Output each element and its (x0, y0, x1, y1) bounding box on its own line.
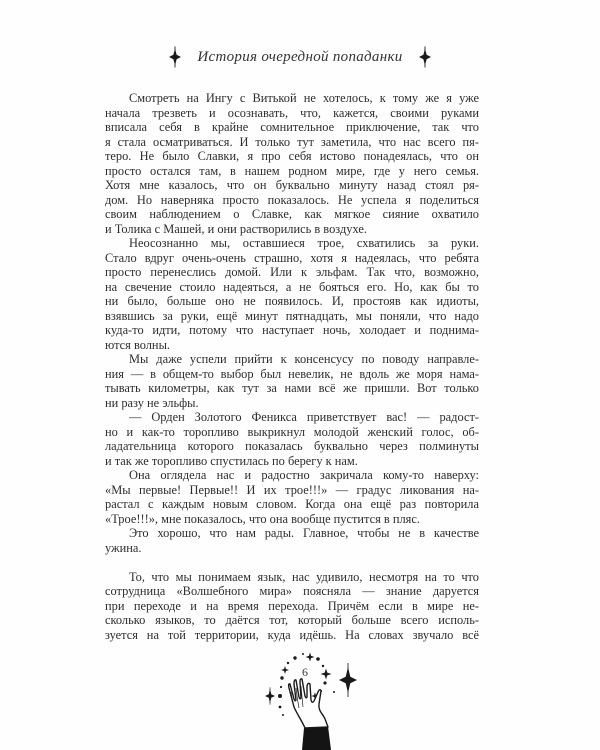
page-body (105, 91, 479, 642)
paragraph (105, 570, 479, 643)
text-line: теро. Не было Славки, я про себя истово понадеялась, что он (105, 149, 479, 163)
text-line: «Трое!!!», мне показалось, что она вообще пустится в пляс. (105, 511, 420, 526)
header-ornament-left-icon (167, 46, 183, 68)
chapter-header (0, 46, 600, 68)
chapter-title: История очередной попаданки (197, 48, 403, 65)
text-line: ются волны. (105, 337, 170, 352)
text-line: То, что мы понимаем язык, нас удивило, несмотря на то что (129, 569, 479, 584)
text-line: просто остался там, в нашем родном мире, где у него семья. (105, 163, 479, 178)
header-ornament-right-icon (417, 46, 433, 68)
text-line: я стала осматриваться. И только тут заметила, что нас всего пя- (105, 134, 479, 149)
text-line: вписала себя в крайне сомнительное приключение, так что (105, 120, 479, 134)
text-line: ния — в общем-то выбор был невелик, не вдоль же моря нама- (105, 366, 479, 381)
text-line: Мы даже успели прийти к консенсусу по поводу направле- (129, 352, 479, 366)
text-line: ни разу не эльфы. (105, 395, 199, 410)
text-line: при переходе и на время перехода. Причём если в мире не- (105, 598, 479, 613)
text-line: и Толика с Машей, и они растворились в воздухе. (105, 221, 367, 236)
text-line: просто перенеслись домой. Или к эльфам. Так что, возможно, (105, 265, 479, 279)
text-line: Неосознанно мы, оставшиеся трое, схватились за руки. (129, 236, 479, 250)
text-line: дом. Но наверняка просто показалось. Не успела я поделиться (105, 192, 479, 207)
text-line: тывать километры, как тут за нами всё же пришли. Вот только (105, 381, 479, 395)
text-line: куда-то идти, потому что наступает ночь, холодает и поднима- (105, 323, 479, 337)
paragraph (105, 410, 479, 468)
text-line: Хотя мне казалось, что он буквально минуту назад стоял ря- (105, 178, 479, 192)
text-line: сколько языков, то даётся тот, который больше всего исполь- (105, 613, 479, 627)
text-line: но и как-то торопливо выкрикнул молодой женский голос, об- (105, 424, 479, 439)
page-number: 6 (302, 665, 308, 679)
text-line: Это хорошо, что нам рады. Главное, чтобы не в качестве (129, 526, 479, 540)
text-line: ладательница которого показалась буквально через полминуты (105, 439, 479, 453)
text-line: — Орден Золотого Феникса приветствует вас! — радост- (129, 410, 479, 424)
hand-icon (289, 679, 331, 750)
text-line: Смотреть на Ингу с Витькой не хотелось, к тому же я уже (129, 91, 479, 105)
text-line: растал с каждым новым словом. Когда она ещё раз повторила (105, 497, 479, 511)
paragraph (105, 352, 479, 410)
paragraph (105, 526, 479, 555)
text-line: своим наблюдением о Славке, как мягкое сияние охватило (105, 207, 479, 221)
text-line: «Мы первые! Первые!! И их трое!!!» — градус ликования на- (105, 482, 479, 497)
paragraph (105, 91, 479, 236)
footer-star-left-icon (265, 687, 275, 705)
footer-star-right-icon (339, 663, 357, 697)
text-line: начала трезветь и осознавать, что, кажется, своими руками (105, 105, 479, 120)
text-line: зуется на той территории, куда идёшь. На словах звучало всё (105, 627, 479, 642)
text-line: и так же торопливо спустилась по берегу к нам. (105, 453, 358, 468)
paragraph (105, 468, 479, 526)
text-line: взявшись за руки, ещё минут пятнадцать, мы поняли, что надо (105, 308, 479, 323)
footer-hand-illustration (248, 650, 372, 750)
text-line: сотрудница «Волшебного мира» поясняла — знание даруется (105, 584, 479, 598)
text-line: Стало вдруг очень-очень страшно, хотя я надеялась, что ребята (105, 250, 479, 265)
text-line: ни было, больше оно не появилось. И, простояв как идиоты, (105, 294, 479, 308)
text-line: Она оглядела нас и радостно закричала кому-то наверху: (129, 468, 479, 482)
text-line: ужина. (105, 540, 142, 555)
text-line: на свечение стоило надеяться, а не бояться его. Но, как бы то (105, 279, 479, 294)
paragraph (105, 236, 479, 352)
